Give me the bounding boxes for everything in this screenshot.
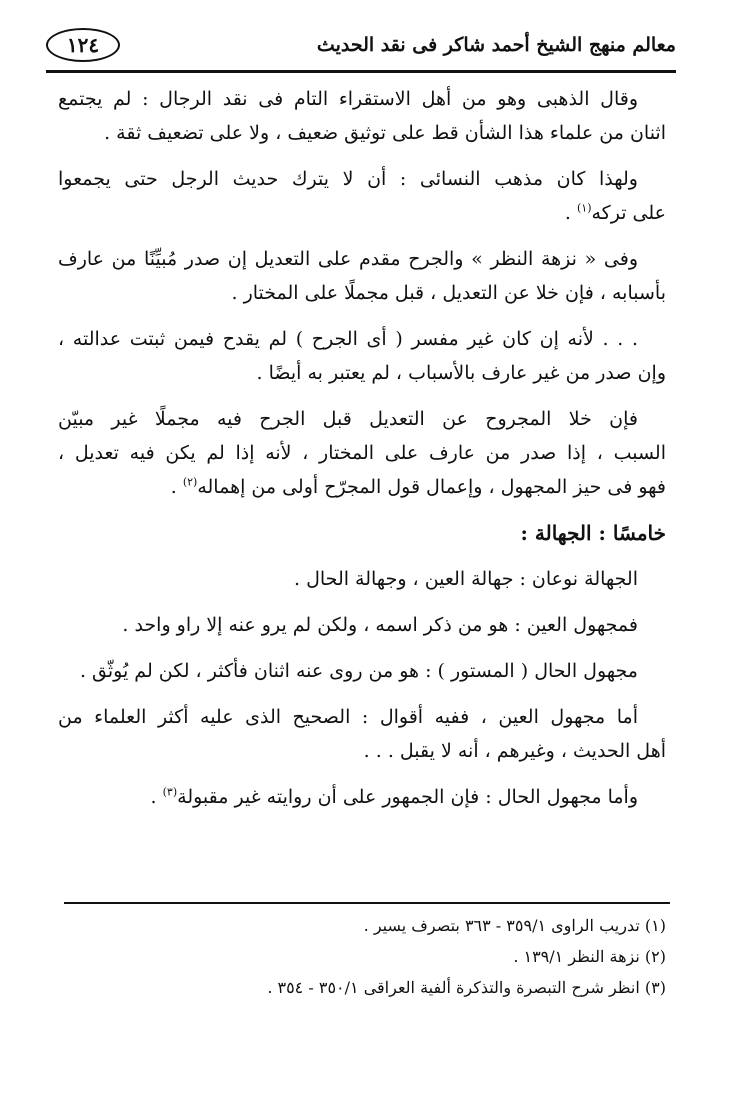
footnotes — [60, 910, 666, 1003]
paragraph-end: . — [150, 786, 163, 808]
paragraph-end: . — [170, 476, 183, 498]
footnote-ref[interactable]: (٢) — [182, 475, 198, 489]
main-text — [58, 82, 666, 814]
section-heading: خامسًا : الجهالة : — [520, 521, 666, 545]
paragraph-line — [58, 470, 666, 504]
page-number: ١٢٤ — [46, 28, 120, 62]
paragraph-line: مجهول الحال ( المستور ) : هو من روى عنه اثنان فأكثر ، لكن لم يُوثّق . — [79, 660, 638, 682]
footnote-item: (٢) نزهة النظر ١٣٩/١ . — [513, 947, 666, 966]
footnote-ref[interactable]: (٣) — [162, 785, 178, 799]
paragraph-line: ولهذا كان مذهب النسائى : أن لا يترك حديث الرجل حتى يجمعوا — [58, 168, 638, 190]
paragraph-line: اثنان من علماء هذا الشأن قط على توثيق ضعيف ، ولا على تضعيف ثقة . — [104, 122, 666, 144]
header-divider — [46, 70, 676, 73]
paragraph-line: فإن خلا المجروح عن التعديل قبل الجرح فيه مجملًا غير مبيّن — [58, 408, 638, 430]
paragraph-line: فمجهول العين : هو من ذكر اسمه ، ولكن لم يرو عنه إلا راو واحد . — [122, 614, 638, 636]
footnote-item: (٣) انظر شرح التبصرة والتذكرة ألفية العراقى ٣٥٠/١ - ٣٥٤ . — [267, 978, 666, 997]
paragraph-line: وقال الذهبى وهو من أهل الاستقراء التام فى نقد الرجال : لم يجتمع — [58, 88, 638, 110]
paragraph-line: السبب ، إذا صدر من عارف على المختار ، لأنه إذا لم يكن فيه تعديل ، — [58, 442, 666, 464]
footnote-ref[interactable]: (١) — [576, 201, 592, 215]
paragraph-text: وأما مجهول الحال : فإن الجمهور على أن روايته غير مقبولة — [177, 786, 638, 808]
paragraph-line: . . . لأنه إن كان غير مفسر ( أى الجرح ) لم يقدح فيمن ثبتت عدالته ، — [58, 328, 638, 350]
paragraph-text: على تركه — [591, 202, 666, 224]
paragraph-line: وفى « نزهة النظر » والجرح مقدم على التعديل إن صدر مُبيِّنًا من عارف — [58, 248, 638, 270]
running-title: معالم منهج الشيخ أحمد شاكر فى نقد الحديث — [316, 34, 676, 56]
paragraph-end: . — [564, 202, 577, 224]
paragraph-line: أما مجهول العين ، ففيه أقوال : الصحيح الذى عليه أكثر العلماء من — [58, 706, 638, 728]
paragraph-text: فهو فى حيز المجهول ، وإعمال قول المجرّح أولى من إهماله — [197, 476, 666, 498]
page-header — [46, 28, 676, 68]
paragraph-line — [58, 196, 666, 230]
paragraph-line: بأسبابه ، فإن خلا عن التعديل ، قبل مجملًا على المختار . — [231, 282, 666, 304]
paragraph-line: وإن صدر من غير عارف بالأسباب ، لم يعتبر به أيضًا . — [256, 362, 666, 384]
footnote-divider — [64, 902, 670, 904]
paragraph-line: أهل الحديث ، وغيرهم ، أنه لا يقبل . . . — [363, 740, 666, 762]
paragraph-line: الجهالة نوعان : جهالة العين ، وجهالة الحال . — [294, 568, 638, 590]
paragraph-line — [58, 780, 666, 814]
footnote-item: (١) تدريب الراوى ٣٥٩/١ - ٣٦٣ بتصرف يسير . — [363, 916, 666, 935]
